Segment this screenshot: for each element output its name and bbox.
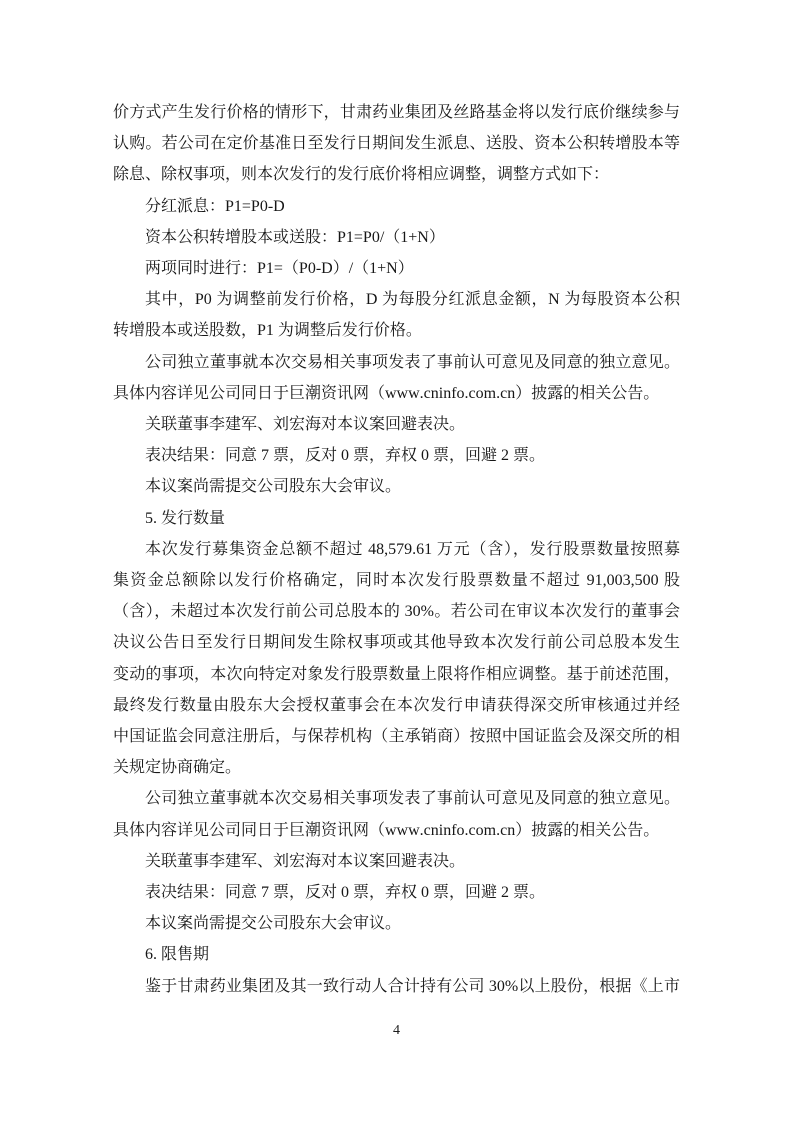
text-line: 5. 发行数量 [145, 509, 226, 527]
text-line: 资本公积转增股本或送股：P1=P0/（1+N） [145, 228, 445, 246]
text-line: 表决结果：同意 7 票，反对 0 票，弃权 0 票，回避 2 票。 [145, 447, 546, 465]
text-line: 关规定协商确定。 [113, 759, 242, 777]
text-line: 本次发行募集资金总额不超过 48,579.61 万元（含），发行股票数量按照募 [145, 540, 680, 558]
text-line: 两项同时进行：P1=（P0-D）/（1+N） [145, 260, 414, 278]
text-line: 公司独立董事就本次交易相关事项发表了事前认可意见及同意的独立意见。 [145, 353, 680, 371]
text-line: 价方式产生发行价格的情形下，甘肃药业集团及丝路基金将以发行底价继续参与 [113, 104, 680, 121]
text-line: 其中，P0 为调整前发行价格，D 为每股分红派息金额，N 为每股资本公积 [145, 291, 680, 309]
text-line: 中国证监会同意注册后，与保荐机构（主承销商）按照中国证监会及深交所的相 [113, 728, 680, 746]
text-line: 分红派息：P1=P0-D [145, 197, 285, 215]
text-line: 公司独立董事就本次交易相关事项发表了事前认可意见及同意的独立意见。 [145, 790, 680, 808]
text-block [113, 97, 680, 1002]
text-line: 鉴于甘肃药业集团及其一致行动人合计持有公司 30%以上股份，根据《上市 [145, 977, 680, 995]
page-number: 4 [393, 1023, 400, 1038]
text-line: 关联董事李建军、刘宏海对本议案回避表决。 [145, 416, 466, 434]
text-line: 除息、除权事项，则本次发行的发行底价将相应调整，调整方式如下： [113, 166, 610, 184]
text-line: 最终发行数量由股东大会授权董事会在本次发行申请获得深交所审核通过并经 [113, 696, 680, 714]
text-line: 表决结果：同意 7 票，反对 0 票，弃权 0 票，回避 2 票。 [145, 884, 546, 902]
text-line: 具体内容详见公司同日于巨潮资讯网（www.cninfo.com.cn）披露的相关公告。 [113, 384, 660, 402]
text-line: 决议公告日至发行日期间发生除权事项或其他导致本次发行前公司总股本发生 [113, 634, 680, 652]
text-line: 本议案尚需提交公司股东大会审议。 [145, 478, 402, 496]
text-line: 认购。若公司在定价基准日至发行日期间发生派息、送股、资本公积转增股本等 [113, 135, 680, 153]
text-line: 转增股本或送股数，P1 为调整后发行价格。 [113, 322, 422, 340]
text-line: 本议案尚需提交公司股东大会审议。 [145, 915, 402, 933]
text-line: 集资金总额除以发行价格确定，同时本次发行股票数量不超过 91,003,500 股 [113, 572, 680, 590]
text-line: 变动的事项，本次向特定对象发行股票数量上限将作相应调整。基于前述范围， [113, 665, 680, 683]
text-line: 关联董事李建军、刘宏海对本议案回避表决。 [145, 852, 466, 870]
text-line: 6. 限售期 [145, 946, 210, 964]
text-line: （含），未超过本次发行前公司总股本的 30%。若公司在审议本次发行的董事会 [113, 603, 680, 621]
text-line: 具体内容详见公司同日于巨潮资讯网（www.cninfo.com.cn）披露的相关公告。 [113, 821, 660, 839]
